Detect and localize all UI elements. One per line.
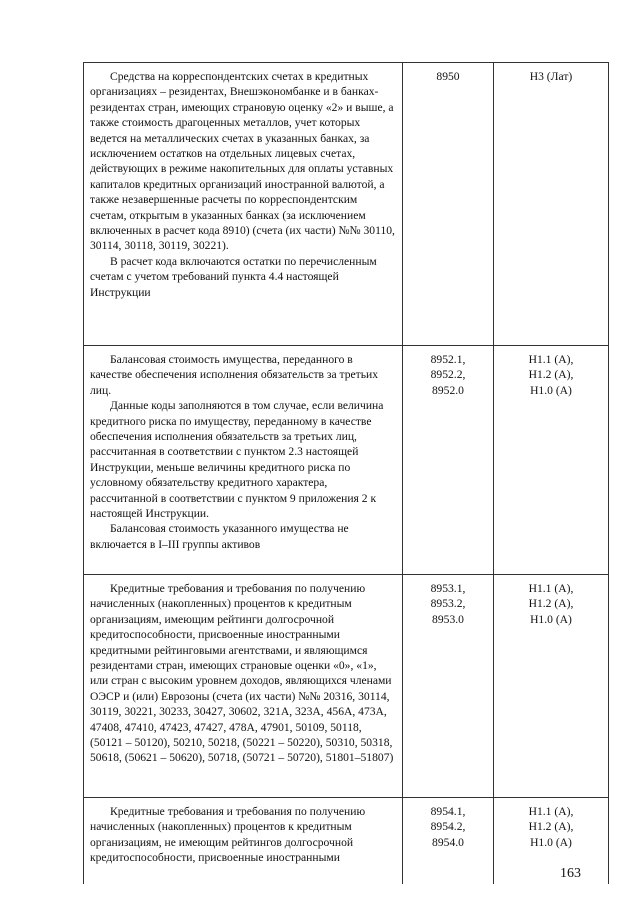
norm-value: Н1.1 (А), [528,582,574,595]
description-cell [84,346,403,575]
code-cell [403,575,494,798]
code-value: 8953.2, [430,597,466,611]
norm-value: Н1.0 (А) [530,612,572,626]
code-value: 8953.0 [432,612,464,626]
codes-table [83,62,609,884]
norm-cell [494,798,609,885]
code-value: 8953.1, [430,582,466,595]
description-paragraph: В расчет кода включаются остатки по перечисленным счетам с учетом требований пункта 4.4 настоящей Инструкции [90,254,377,299]
code-cell [403,63,494,346]
norm-value: Н1.1 (А), [528,805,574,818]
norm-value: Н1.2 (А), [528,597,574,611]
code-value: 8950 [436,70,460,83]
code-value: 8952.0 [432,383,464,397]
norm-value: Н1.1 (А), [528,353,574,366]
description-cell [84,63,403,346]
norm-value: Н1.2 (А), [528,820,574,834]
code-value: 8952.1, [430,353,466,366]
description-cell [84,798,403,885]
code-value: 8954.2, [430,820,466,834]
description-paragraph: Балансовая стоимость имущества, переданного в качестве обеспечения исполнения обязательств за третьих лиц. [90,353,379,397]
table-row [84,63,609,346]
norm-cell [494,346,609,575]
norm-cell [494,63,609,346]
norm-value: Н1.0 (А) [530,835,572,849]
norm-value: Н3 (Лат) [529,70,573,83]
description-paragraph: Кредитные требования и требования по получению начисленных (накопленных) процентов к кредитным организациям, не имеющим рейтингов долгосрочной кредитоспособности, присвоенные иностранными [90,805,366,865]
description-paragraph: Средства на корреспондентских счетах в кредитных организациях – резидентах, Внешэкономбанке и в банках-резидентах стран, имеющих страновую оценку «2» и выше, а также стоимость драгоценных металлов, учет которых ведется на металлических счетах в указанных банках, за исключением остатков на отдельных лицевых счетах, действующих в режиме накопительных для оплаты уставных капиталов кредитных организаций иностранной валютой, а также незавершенные расчеты по корреспондентским счетам, открытым в указанных банках (за исключением включенных в расчет кода 8910) (счета (их части) №№ 30110, 30114, 30118, 30119, 30221). [90,70,395,253]
code-cell [403,798,494,885]
code-value: 8954.1, [430,805,466,818]
code-value: 8954.0 [432,835,464,849]
description-paragraph: Балансовая стоимость указанного имущества не включается в I–III группы активов [90,522,349,551]
table-row [84,798,609,885]
page-number: 163 [560,866,581,881]
table-row [84,346,609,575]
norm-value: Н1.2 (А), [528,368,574,382]
norm-value: Н1.0 (А) [530,383,572,397]
description-cell [84,575,403,798]
description-paragraph: Данные коды заполняются в том случае, если величина кредитного риска по имуществу, переданному в качестве обеспечения исполнения обязательств за третьих лиц, рассчитанная в соответствии с пунктом 2.3 настоящей Инструкции, меньше величины кредитного риска по условному обязательству кредитного характера, рассчитанной в соответствии с пунктом 9 приложения 2 к настоящей Инструкции. [90,399,384,521]
code-cell [403,346,494,575]
norm-cell [494,575,609,798]
table-row [84,575,609,798]
description-paragraph: Кредитные требования и требования по получению начисленных (накопленных) процентов к кредитным организациям, имеющим рейтинги долгосрочной кредитоспособности, присвоенные иностранными кредитными рейтинговыми агентствами, и являющимся резидентами стран, имеющих страновые оценки «0», «1», или стран с высоким уровнем доходов, являющихся членами ОЭСР и (или) Еврозоны (счета (их части) №№ 20316, 30114, 30119, 30221, 30233, 30427, 30602, 321А, 323А, 456А, 473А, 47408, 47410, 47423, 47427, 478А, 47901, 50109, 50118, (50121 – 50120), 50210, 50218, (50221 – 50220), 50310, 50318, 50618, (50621 – 50620), 50718, (50721 – 50720), 51801–51807) [90,582,394,765]
code-value: 8952.2, [430,368,466,382]
